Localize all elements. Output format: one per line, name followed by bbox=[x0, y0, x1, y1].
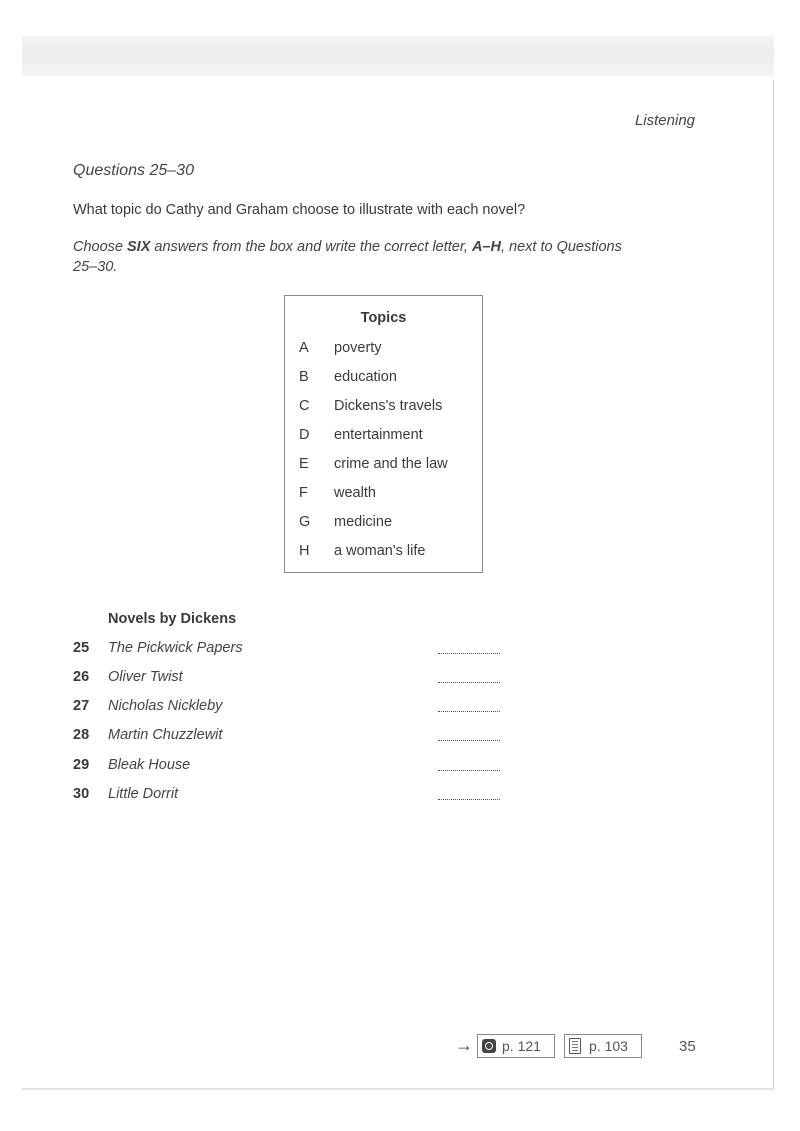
novel-title: The Pickwick Papers bbox=[108, 640, 243, 656]
topic-letter: E bbox=[299, 456, 309, 472]
page-icon bbox=[569, 1038, 581, 1054]
topic-letter: A bbox=[299, 340, 309, 356]
question-number: 29 bbox=[73, 757, 90, 773]
topic-letter: H bbox=[299, 543, 310, 559]
question-number: 27 bbox=[73, 698, 90, 714]
topic-text: medicine bbox=[334, 514, 393, 530]
novel-row-26 bbox=[73, 669, 503, 691]
answer-blank[interactable] bbox=[438, 770, 500, 771]
topic-row-f bbox=[285, 485, 482, 507]
answer-blank[interactable] bbox=[438, 653, 500, 654]
arrow-right-icon: → bbox=[455, 1035, 473, 1055]
novel-title: Martin Chuzzlewit bbox=[108, 727, 223, 743]
topic-row-b bbox=[285, 369, 482, 391]
topic-row-e bbox=[285, 456, 482, 478]
topic-letter: D bbox=[299, 427, 310, 443]
answer-blank[interactable] bbox=[438, 799, 500, 800]
topic-text: poverty bbox=[334, 340, 382, 356]
novel-title: Bleak House bbox=[108, 757, 191, 773]
question-number: 28 bbox=[73, 727, 90, 743]
topic-row-c bbox=[285, 398, 482, 420]
topic-row-h bbox=[285, 543, 482, 565]
scan-bottom-border bbox=[22, 1088, 774, 1090]
question-prompt: What topic do Cathy and Graham choose to illustrate with each novel? bbox=[73, 202, 526, 218]
topics-title: Topics bbox=[360, 310, 407, 326]
novels-heading: Novels by Dickens bbox=[108, 611, 237, 627]
topic-row-a bbox=[285, 340, 482, 362]
questions-heading: Questions 25–30 bbox=[73, 162, 194, 179]
topic-text: crime and the law bbox=[334, 456, 448, 472]
instruction-text bbox=[73, 237, 633, 277]
instruction-count: SIX bbox=[127, 239, 151, 255]
topic-letter: G bbox=[299, 514, 311, 530]
topic-text: entertainment bbox=[334, 427, 423, 443]
answer-blank[interactable] bbox=[438, 740, 500, 741]
question-number: 26 bbox=[73, 669, 90, 685]
novel-row-29 bbox=[73, 757, 503, 779]
topic-letter: B bbox=[299, 369, 309, 385]
novel-title: Little Dorrit bbox=[108, 786, 179, 802]
audio-disc-icon bbox=[482, 1039, 496, 1053]
answer-blank[interactable] bbox=[438, 711, 500, 712]
topic-text: education bbox=[334, 369, 397, 385]
instruction-part-3: , next to Questions 25–30. bbox=[73, 239, 622, 275]
script-reference bbox=[564, 1034, 642, 1058]
topic-text: wealth bbox=[334, 485, 376, 501]
scan-right-border bbox=[773, 80, 774, 1090]
script-reference-page: p. 103 bbox=[589, 1038, 628, 1054]
instruction-part-2: answers from the box and write the correct letter, bbox=[150, 239, 472, 255]
page-number: 35 bbox=[679, 1038, 696, 1055]
novel-title: Nicholas Nickleby bbox=[108, 698, 223, 714]
novel-row-30 bbox=[73, 786, 503, 808]
scan-top-border bbox=[22, 36, 774, 76]
novel-row-25 bbox=[73, 640, 503, 662]
section-label: Listening bbox=[634, 112, 695, 129]
topics-box bbox=[284, 295, 483, 573]
topic-letter: F bbox=[299, 485, 308, 501]
topic-letter: C bbox=[299, 398, 310, 414]
topic-row-g bbox=[285, 514, 482, 536]
novel-row-27 bbox=[73, 698, 503, 720]
topic-text: Dickens's travels bbox=[334, 398, 443, 414]
answer-blank[interactable] bbox=[438, 682, 500, 683]
question-number: 25 bbox=[73, 640, 90, 656]
topic-row-d bbox=[285, 427, 482, 449]
topic-text: a woman's life bbox=[334, 543, 426, 559]
audio-reference bbox=[477, 1034, 555, 1058]
audio-reference-page: p. 121 bbox=[502, 1038, 541, 1054]
instruction-part-1: Choose bbox=[73, 239, 128, 255]
question-number: 30 bbox=[73, 786, 90, 802]
instruction-range: A–H bbox=[471, 239, 501, 255]
novel-title: Oliver Twist bbox=[108, 669, 183, 685]
novel-row-28 bbox=[73, 727, 503, 749]
